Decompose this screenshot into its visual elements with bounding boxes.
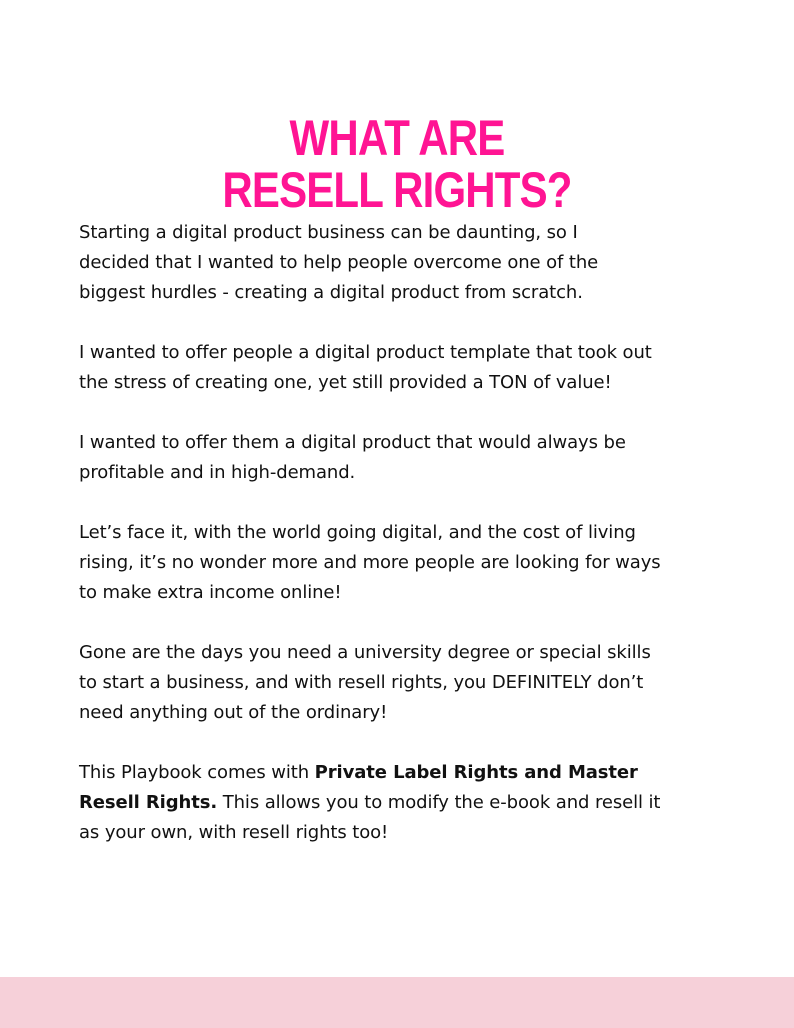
paragraph-line: I wanted to offer people a digital product template that took out — [79, 342, 652, 363]
bold-rights-text-1: Private Label Rights and Master — [314, 762, 638, 783]
paragraph-line: Gone are the days you need a university degree or special skills — [79, 642, 651, 663]
paragraph-line: to make extra income online! — [79, 582, 342, 603]
paragraph-line: to start a business, and with resell rights, you DEFINITELY don’t — [79, 672, 644, 693]
paragraph-6 — [79, 758, 739, 848]
paragraph-1 — [79, 218, 739, 308]
paragraph-2 — [79, 338, 739, 398]
paragraph-line — [79, 758, 739, 788]
paragraph-line: rising, it’s no wonder more and more people are looking for ways — [79, 552, 661, 573]
page-title — [64, 109, 731, 218]
paragraph-line: need anything out of the ordinary! — [79, 702, 388, 723]
footer-band — [0, 977, 794, 1028]
paragraph-line: as your own, with resell rights too! — [79, 822, 389, 843]
paragraph-line: Let’s face it, with the world going digital, and the cost of living — [79, 522, 636, 543]
paragraph-3 — [79, 428, 739, 488]
title-line-2: RESELL RIGHTS? — [222, 161, 572, 218]
paragraph-5 — [79, 638, 739, 728]
paragraph-line: biggest hurdles - creating a digital product from scratch. — [79, 282, 583, 303]
paragraph-line: Starting a digital product business can be daunting, so I — [79, 222, 578, 243]
paragraph-4 — [79, 518, 739, 608]
body-text — [79, 218, 739, 878]
paragraph-line — [79, 788, 739, 818]
paragraph-lead-text: This Playbook comes with — [79, 762, 315, 783]
paragraph-rest-text: This allows you to modify the e-book and resell it — [217, 792, 661, 813]
title-line-1: WHAT ARE — [289, 109, 505, 166]
paragraph-line: profitable and in high-demand. — [79, 462, 356, 483]
bold-rights-text-2: Resell Rights. — [79, 792, 218, 813]
paragraph-line: the stress of creating one, yet still provided a TON of value! — [79, 372, 612, 393]
paragraph-line: decided that I wanted to help people overcome one of the — [79, 252, 599, 273]
paragraph-line: I wanted to offer them a digital product that would always be — [79, 432, 626, 453]
